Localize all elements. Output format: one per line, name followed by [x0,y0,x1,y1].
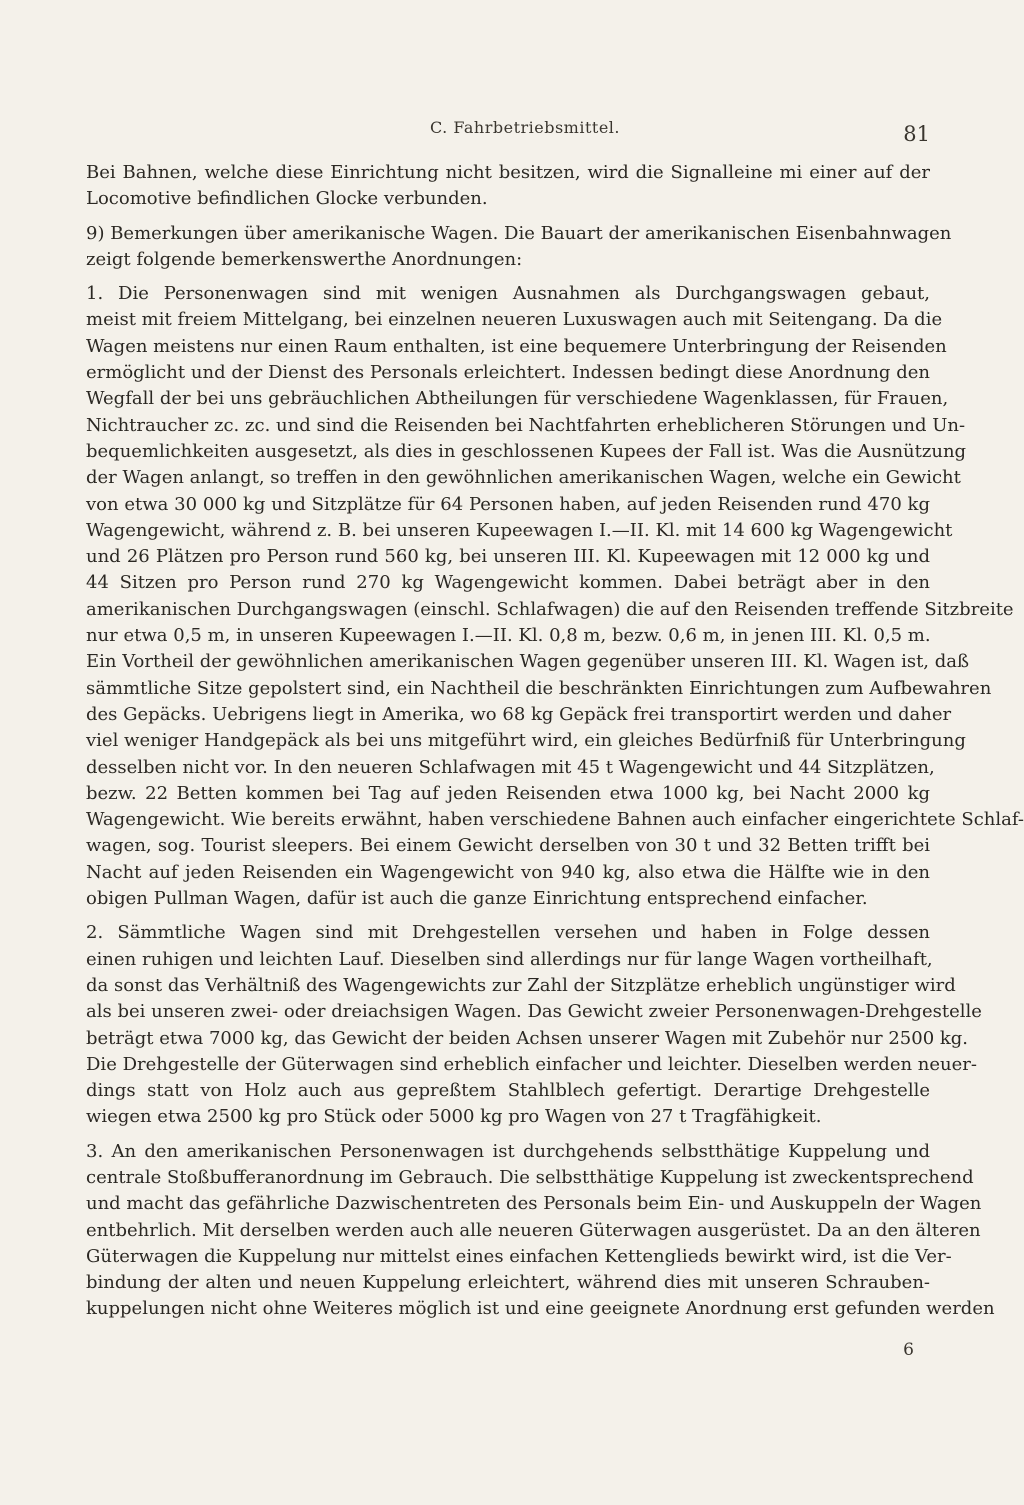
text-line: Ein Vortheil der gewöhnlichen amerikanischen Wagen gegenüber unseren III. Kl. Wagen ist, daß [86,651,970,673]
text-line: bindung der alten und neuen Kuppelung erleichtert, während dies mit unseren Schrauben- [86,1272,930,1294]
text-line: Wagengewicht, während z. B. bei unseren Kupeewagen I.—II. Kl. mit 14 600 kg Wagengewicht [86,519,953,541]
text-line: 2. Sämmtliche Wagen sind mit Drehgestellen versehen und haben in Folge dessen [86,922,930,944]
text-line: 3. An den amerikanischen Personenwagen ist durchgehends selbstthätige Kuppelung und [86,1140,930,1162]
text-line: ermöglicht und der Dienst des Personals erleichtert. Indessen bedingt diese Anordnung den [86,362,930,384]
running-head: C. Fahrbetriebsmittel. [430,118,620,137]
text-line: Die Drehgestelle der Güterwagen sind erheblich einfacher und leichter. Dieselben werden neuer- [86,1053,977,1075]
text-line: viel weniger Handgepäck als bei uns mitgeführt wird, ein gleiches Bedürfniß für Unterbringung [86,730,966,752]
text-line: obigen Pullman Wagen, dafür ist auch die ganze Einrichtung entsprechend einfacher. [86,888,868,910]
text-line: nur etwa 0,5 m, in unseren Kupeewagen I.—II. Kl. 0,8 m, bezw. 0,6 m, in jenen III. Kl. 0,5 m. [86,625,931,647]
text-line: meist mit freiem Mittelgang, bei einzelnen neueren Luxuswagen auch mit Seitengang. Da die [86,309,943,331]
text-line: 44 Sitzen pro Person rund 270 kg Wagengewicht kommen. Dabei beträgt aber in den [86,572,930,594]
text-line: desselben nicht vor. In den neueren Schlafwagen mit 45 t Wagengewicht und 44 Sitzplätzen, [86,756,935,778]
text-line: als bei unseren zwei- oder dreiachsigen Wagen. Das Gewicht zweier Personenwagen-Drehgestelle [86,1001,982,1023]
text-line: Locomotive befindlichen Glocke verbunden. [86,188,488,210]
text-line: Nacht auf jeden Reisenden ein Wagengewicht von 940 kg, also etwa die Hälfte wie in den [86,861,930,883]
paragraph [86,160,930,213]
text-line: und macht das gefährliche Dazwischentreten des Personals beim Ein- und Auskuppeln der Wagen [86,1193,982,1215]
paragraph [86,920,982,1130]
page-header [86,118,930,150]
page-number: 81 [903,122,930,146]
text-line: zeigt folgende bemerkenswerthe Anordnungen: [86,248,523,270]
text-line: der Wagen anlangt, so treffen in den gewöhnlichen amerikanischen Wagen, welche ein Gewicht [86,467,961,489]
text-line: einen ruhigen und leichten Lauf. Dieselben sind allerdings nur für lange Wagen vortheilhaft, [86,948,933,970]
text-line: amerikanischen Durchgangswagen (einschl. Schlafwagen) die auf den Reisenden treffende Sitzbreite [86,598,1014,620]
text-line: wiegen etwa 2500 kg pro Stück oder 5000 kg pro Wagen von 27 t Tragfähigkeit. [86,1106,822,1128]
paragraph [86,1139,995,1323]
text-line: Wagengewicht. Wie bereits erwähnt, haben verschiedene Bahnen auch einfacher eingerichtete Schlaf- [86,809,1024,831]
body-text [86,160,1024,1323]
text-line: entbehrlich. Mit derselben werden auch alle neueren Güterwagen ausgerüstet. Da an den älteren [86,1219,981,1241]
text-line: Güterwagen die Kuppelung nur mittelst eines einfachen Kettenglieds bewirkt wird, ist die Ver- [86,1245,952,1267]
text-line: da sonst das Verhältniß des Wagengewichts zur Zahl der Sitzplätze erheblich ungünstiger wird [86,974,956,996]
text-line: 1. Die Personenwagen sind mit wenigen Ausnahmen als Durchgangswagen gebaut, [86,283,930,305]
text-line: Wegfall der bei uns gebräuchlichen Abtheilungen für verschiedene Wagenklassen, für Frauen, [86,388,949,410]
text-line: Wagen meistens nur einen Raum enthalten, ist eine bequemere Unterbringung der Reisenden [86,335,947,357]
paragraph [86,221,952,274]
paragraph [86,281,1024,912]
text-line: des Gepäcks. Uebrigens liegt in Amerika, wo 68 kg Gepäck frei transportirt werden und daher [86,703,952,725]
text-line: und 26 Plätzen pro Person rund 560 kg, bei unseren III. Kl. Kupeewagen mit 12 000 kg und [86,546,930,568]
text-line: Nichtraucher zc. zc. und sind die Reisenden bei Nachtfahrten erheblicheren Störungen und Un- [86,414,966,436]
text-line: sämmtliche Sitze gepolstert sind, ein Nachtheil die beschränkten Einrichtungen zum Aufbewahren [86,677,992,699]
text-line: 9) Bemerkungen über amerikanische Wagen. Die Bauart der amerikanischen Eisenbahnwagen [86,222,952,244]
text-line: wagen, sog. Tourist sleepers. Bei einem Gewicht derselben von 30 t und 32 Betten trifft bei [86,835,930,857]
text-line: centrale Stoßbufferanordnung im Gebrauch. Die selbstthätige Kuppelung ist zweckentsprechend [86,1166,974,1188]
signature-mark: 6 [903,1340,914,1360]
text-line: bezw. 22 Betten kommen bei Tag auf jeden Reisenden etwa 1000 kg, bei Nacht 2000 kg [86,782,930,804]
text-line: Bei Bahnen, welche diese Einrichtung nicht besitzen, wird die Signalleine mi einer auf der [86,162,930,183]
text-line: von etwa 30 000 kg und Sitzplätze für 64 Personen haben, auf jeden Reisenden rund 470 kg [86,493,930,515]
text-line: dings statt von Holz auch aus gepreßtem Stahlblech gefertigt. Derartige Drehgestelle [86,1080,930,1102]
text-line: beträgt etwa 7000 kg, das Gewicht der beiden Achsen unserer Wagen mit Zubehör nur 2500 kg. [86,1027,969,1049]
text-line: bequemlichkeiten ausgesetzt, als dies in geschlossenen Kupees der Fall ist. Was die Ausnützung [86,440,967,462]
text-line: kuppelungen nicht ohne Weiteres möglich ist und eine geeignete Anordnung erst gefunden werden [86,1298,995,1320]
